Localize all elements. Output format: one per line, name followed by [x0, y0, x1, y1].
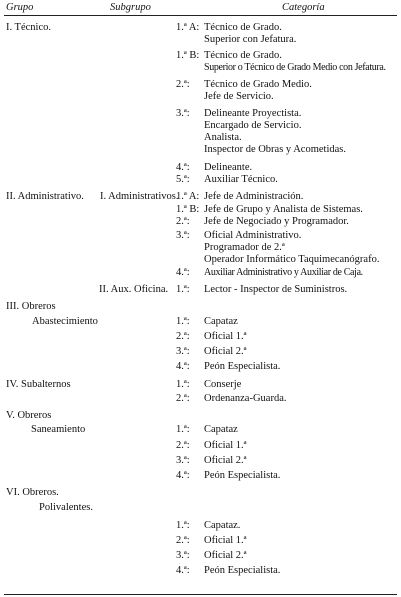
category-number: 1.ª A:: [176, 191, 200, 202]
category-number: 2.ª:: [176, 535, 190, 546]
bottom-rule: [4, 594, 397, 595]
category-text: Auxiliar Administrativo y Auxiliar de Caja.: [204, 267, 363, 278]
category-text: Encargado de Servicio.: [204, 120, 302, 131]
category-text: Capataz: [204, 424, 238, 435]
category-text: Conserje: [204, 379, 242, 390]
header-grupo: Grupo: [6, 2, 34, 13]
grupo-cell: V. Obreros: [6, 410, 52, 421]
category-text: Superior con Jefatura.: [204, 34, 297, 45]
category-number: 1.ª B:: [176, 204, 200, 215]
category-number: 1.ª:: [176, 316, 190, 327]
category-text: Capataz.: [204, 520, 241, 531]
header-rule: [4, 15, 397, 16]
category-text: Oficial 1.ª: [204, 535, 247, 546]
category-number: 1.ª:: [176, 379, 190, 390]
category-number: 4.ª:: [176, 361, 190, 372]
category-text: Delineante Proyectista.: [204, 108, 302, 119]
category-text: Jefe de Servicio.: [204, 91, 274, 102]
grupo-cell: VI. Obreros.: [6, 487, 59, 498]
category-number: 1.ª:: [176, 520, 190, 531]
category-number: 3.ª:: [176, 455, 190, 466]
subgrupo-cell: II. Aux. Oficina.: [99, 284, 169, 295]
subgrupo-cell: I. Administrativos.: [100, 191, 179, 202]
category-text: Técnico de Grado.: [204, 22, 282, 33]
category-text: Programador de 2.ª: [204, 242, 285, 253]
grupo-cell: Saneamiento: [31, 424, 86, 435]
grupo-cell: I. Técnico.: [6, 22, 51, 33]
category-text: Analista.: [204, 132, 242, 143]
category-text: Superior o Técnico de Grado Medio con Jefatura.: [204, 62, 386, 73]
category-text: Oficial 2.ª: [204, 346, 247, 357]
category-number: 2.ª:: [176, 331, 190, 342]
grupo-cell: III. Obreros: [6, 301, 56, 312]
category-number: 1.ª:: [176, 424, 190, 435]
grupo-cell: Abastecimiento: [32, 316, 98, 327]
category-text: Ordenanza-Guarda.: [204, 393, 287, 404]
header-categoria: Categoría: [282, 2, 325, 13]
category-number: 2.ª:: [176, 79, 190, 90]
category-text: Operador Informático Taquimecanógrafo.: [204, 254, 380, 265]
category-text: Oficial 1.ª: [204, 440, 247, 451]
category-number: 1.ª B:: [176, 50, 200, 61]
header-subgrupo: Subgrupo: [110, 2, 151, 13]
category-number: 2.ª:: [176, 216, 190, 227]
category-text: Jefe de Negociado y Programador.: [204, 216, 349, 227]
category-text: Auxiliar Técnico.: [204, 174, 278, 185]
category-text: Oficial 1.ª: [204, 331, 247, 342]
category-number: 3.ª:: [176, 346, 190, 357]
category-number: 3.ª:: [176, 550, 190, 561]
category-number: 3.ª:: [176, 230, 190, 241]
grupo-cell: IV. Subalternos: [6, 379, 71, 390]
category-number: 1.ª A:: [176, 22, 200, 33]
category-text: Oficial 2.ª: [204, 455, 247, 466]
category-text: Técnico de Grado.: [204, 50, 282, 61]
category-text: Capataz: [204, 316, 238, 327]
category-number: 4.ª:: [176, 267, 190, 278]
category-number: 1.ª:: [176, 284, 190, 295]
category-number: 4.ª:: [176, 470, 190, 481]
category-number: 3.ª:: [176, 108, 190, 119]
category-number: 2.ª:: [176, 440, 190, 451]
category-text: Técnico de Grado Medio.: [204, 79, 312, 90]
category-text: Jefe de Administración.: [204, 191, 304, 202]
category-text: Peón Especialista.: [204, 470, 281, 481]
category-text: Lector - Inspector de Suministros.: [204, 284, 348, 295]
category-number: 4.ª:: [176, 565, 190, 576]
category-number: 4.ª:: [176, 162, 190, 173]
category-text: Delineante.: [204, 162, 253, 173]
grupo-cell: Polivalentes.: [39, 502, 93, 513]
category-number: 5.ª:: [176, 174, 190, 185]
category-text: Jefe de Grupo y Analista de Sistemas.: [204, 204, 363, 215]
category-text: Peón Especialista.: [204, 361, 281, 372]
category-text: Peón Especialista.: [204, 565, 281, 576]
category-text: Inspector de Obras y Acometidas.: [204, 144, 347, 155]
category-text: Oficial 2.ª: [204, 550, 247, 561]
category-text: Oficial Administrativo.: [204, 230, 302, 241]
category-number: 2.ª:: [176, 393, 190, 404]
grupo-cell: II. Administrativo.: [6, 191, 84, 202]
